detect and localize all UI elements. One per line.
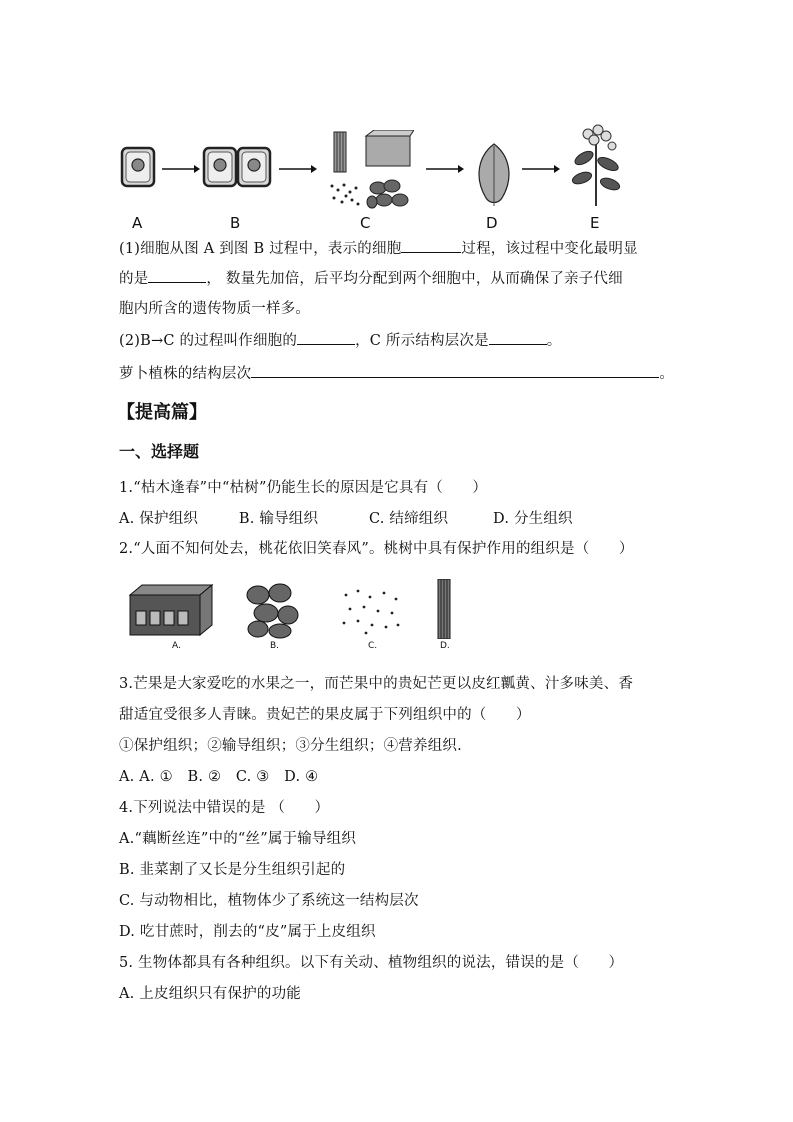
tissue-options-figure (120, 575, 470, 657)
option-b[interactable]: B. 输导组织 (238, 511, 319, 527)
question-4-option-b[interactable]: B. 韭菜割了又长是分生组织引起的 (119, 862, 346, 878)
vascular-tissue-image (436, 579, 452, 639)
question-3-options[interactable]: A. A. ① B. ② C. ③ D. ④ (119, 769, 319, 785)
figure-label-d: D (486, 214, 498, 232)
answer-blank[interactable] (401, 238, 461, 253)
figure-label-c: C (360, 214, 371, 232)
cell-b-image (202, 146, 272, 188)
question-5-stem: 5. 生物体都具有各种组织。以下有关动、植物组织的说法，错误的是（ ） (119, 955, 624, 971)
question-5-option-a[interactable]: A. 上皮组织只有保护的功能 (119, 986, 301, 1002)
figure-label-e: E (590, 214, 600, 232)
question-1-options (119, 508, 573, 530)
question-4-option-d[interactable]: D. 吃甘蔗时，削去的“皮”属于上皮组织 (119, 924, 376, 940)
tissue-label-a: A. (172, 641, 181, 651)
q1-line-3: 胞内所含的遗传物质一样多。 (119, 301, 311, 317)
epidermis-tissue-image (126, 581, 214, 639)
tissue-label-b: B. (270, 641, 280, 651)
section-title: 【提高篇】 (117, 402, 207, 423)
arrow-icon (522, 164, 560, 174)
question-3-line-2: 甜适宜受很多人青睐。贵妃芒的果皮属于下列组织中的（ ） (119, 707, 531, 723)
q2-line-1: (2)B→C 的过程叫作细胞的 ，C 所示结构层次是 。 (119, 330, 561, 352)
answer-blank[interactable] (251, 363, 659, 378)
question-2-stem: 2.“人面不知何处去，桃花依旧笑春风”。桃树中具有保护作用的组织是（ ） (119, 541, 634, 557)
question-4-option-c[interactable]: C. 与动物相比，植物体少了系统这一结构层次 (119, 893, 419, 909)
q1-line-2: 的是 ， 数量先加倍，后平均分配到两个细胞中，从而确保了亲子代细 (119, 268, 623, 290)
plant-image (566, 124, 626, 208)
meristem-tissue-image (340, 587, 402, 635)
q2-line-2: 萝卜植株的结构层次 。 (119, 363, 674, 385)
arrow-icon (162, 164, 200, 174)
tissues-image (326, 130, 414, 214)
answer-blank[interactable] (489, 330, 547, 345)
subsection-title: 一、选择题 (119, 442, 200, 461)
leaf-image (470, 142, 518, 208)
question-4-option-a[interactable]: A.“藕断丝连”中的“丝”属于输导组织 (119, 831, 357, 847)
question-3-items: ①保护组织；②输导组织；③分生组织；④营养组织. (119, 738, 462, 754)
option-d[interactable]: D. 分生组织 (493, 511, 573, 527)
q1-line-1: (1)细胞从图 A 到图 B 过程中，表示的细胞 过程，该过程中变化最明显 (119, 238, 638, 260)
tissue-label-c: C. (368, 641, 378, 651)
cell-a-image (120, 146, 156, 188)
question-3-line-1: 3.芒果是大家爱吃的水果之一，而芒果中的贵妃芒更以皮红瓤黄、汁多味美、香 (119, 676, 634, 692)
question-1-stem: 1.“枯木逢春”中“枯树”仍能生长的原因是它具有（ ） (119, 480, 488, 496)
option-a[interactable]: A. 保护组织 (119, 511, 199, 527)
answer-blank[interactable] (148, 268, 206, 283)
tissue-label-d: D. (440, 641, 450, 651)
parenchyma-tissue-image (244, 581, 300, 639)
question-4-stem: 4.下列说法中错误的是 （ ） (119, 800, 330, 816)
cell-development-figure (114, 124, 654, 238)
arrow-icon (279, 164, 317, 174)
arrow-icon (426, 164, 464, 174)
option-c[interactable]: C. 结缔组织 (369, 511, 449, 527)
figure-label-a: A (132, 214, 143, 232)
figure-label-b: B (230, 214, 241, 232)
answer-blank[interactable] (297, 330, 355, 345)
